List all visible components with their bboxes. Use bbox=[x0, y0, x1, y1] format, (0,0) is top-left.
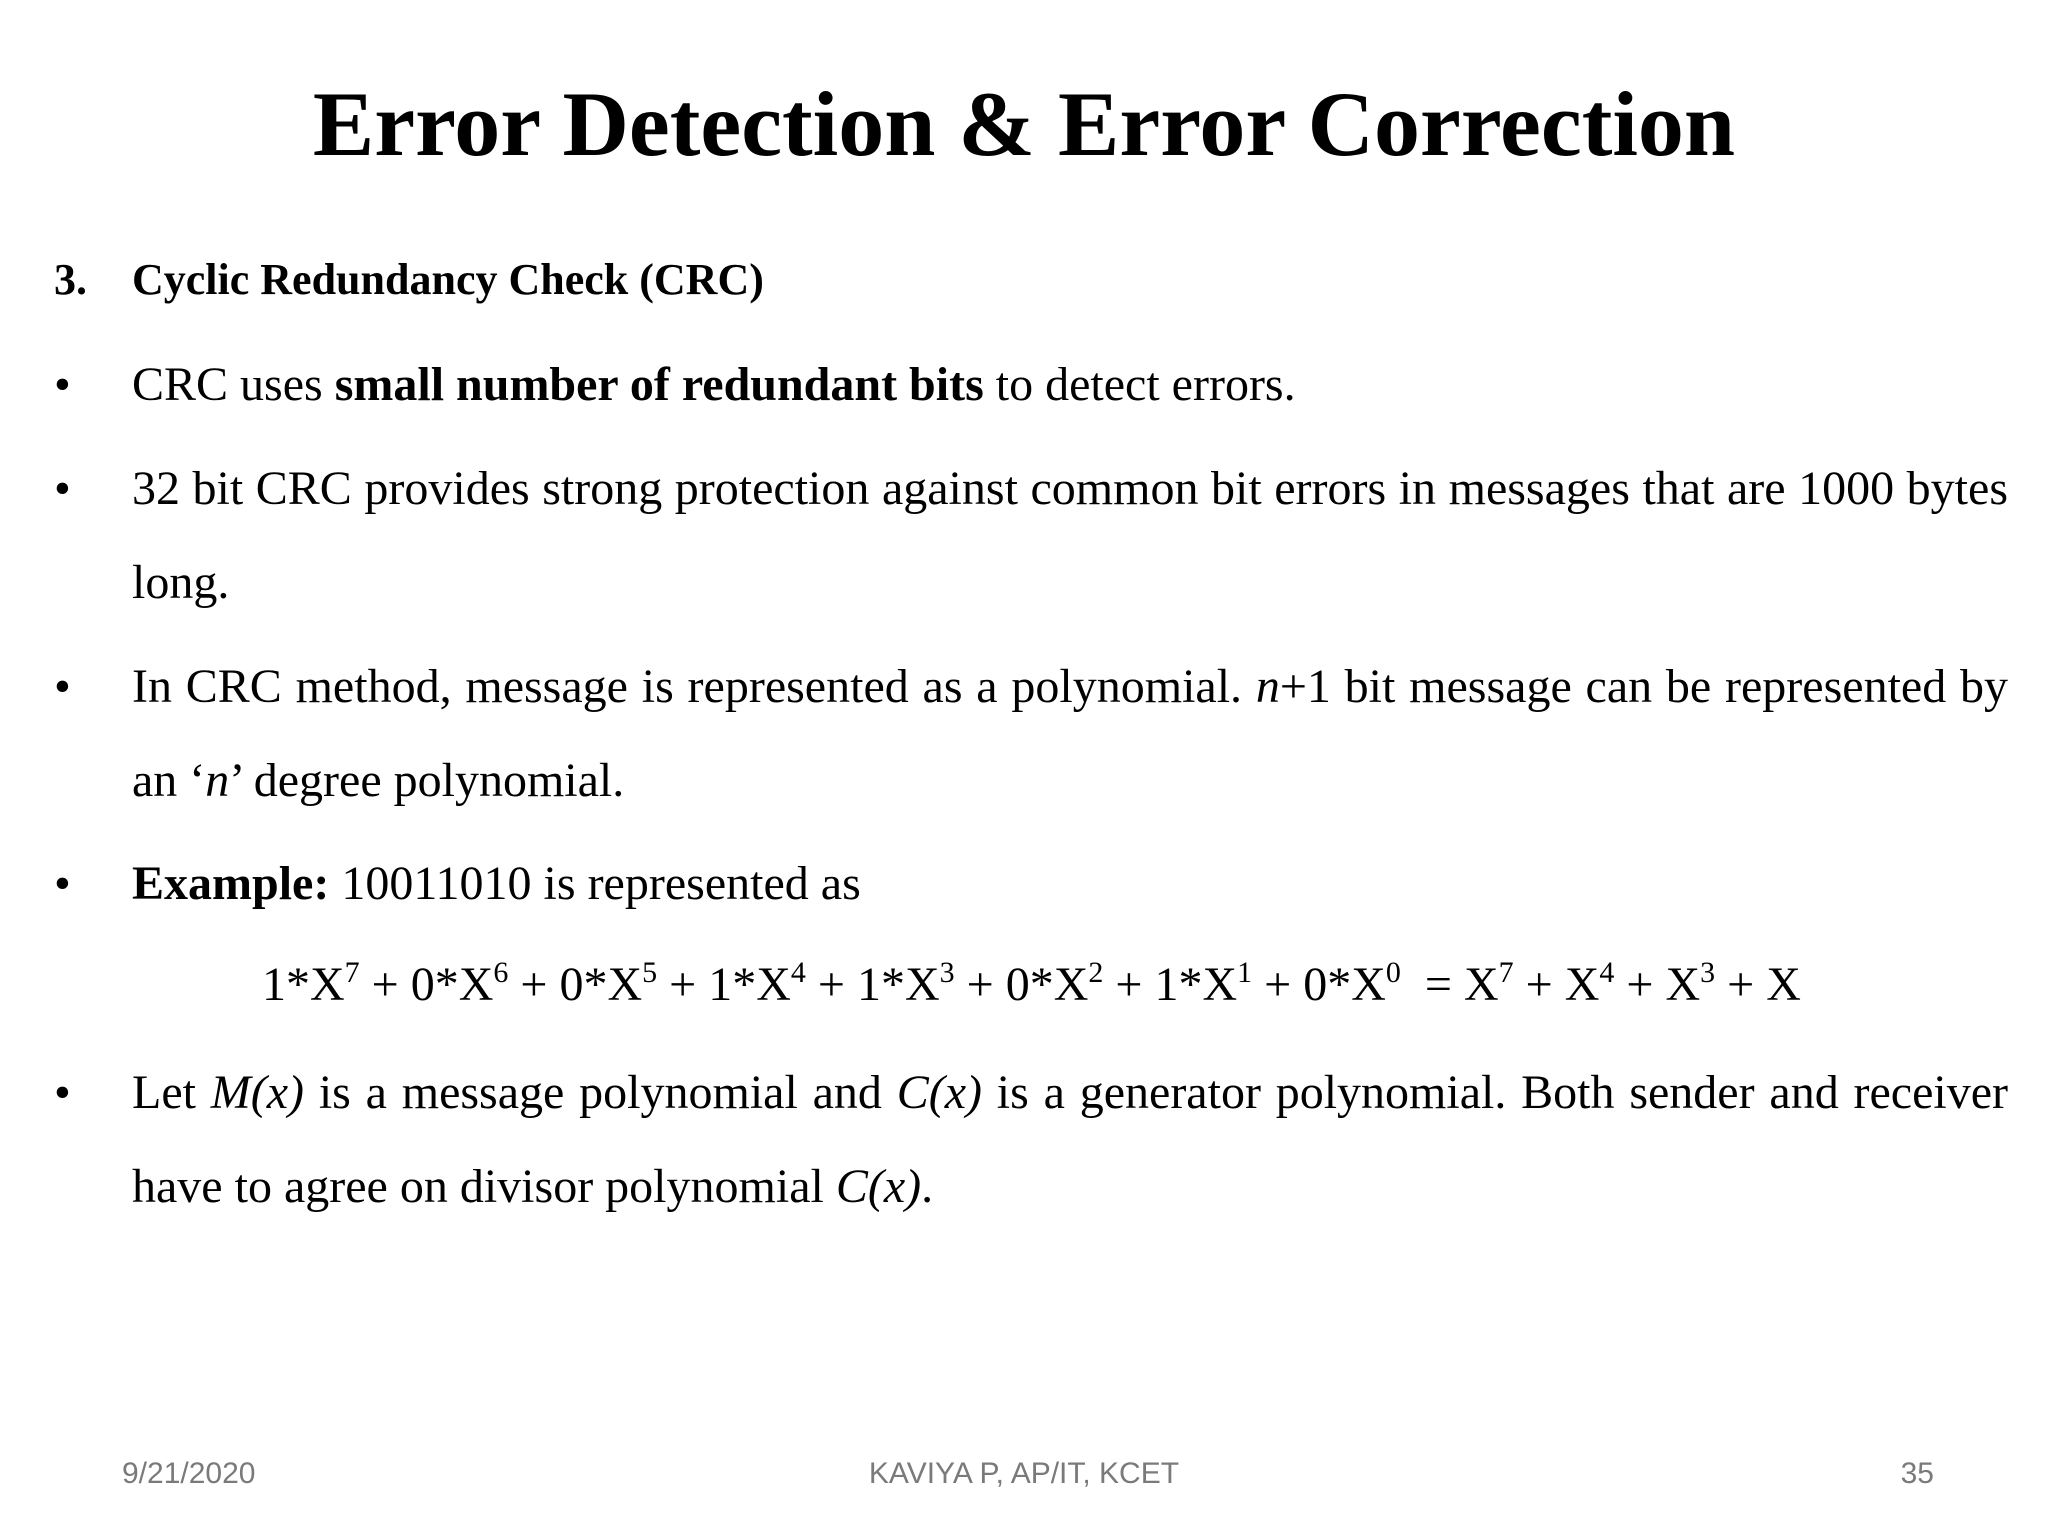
bullet-redundant-bits bbox=[54, 338, 2008, 432]
bullet-italic-text: M(x) bbox=[210, 1066, 305, 1119]
bullet-text: 32 bit CRC provides strong protection against common bit errors in messages that are 1000 bytes long. bbox=[132, 462, 2008, 609]
formula-result-term: $X^7$ + bbox=[1464, 956, 1565, 1011]
formula-term: $0*X^0$ = bbox=[1303, 956, 1464, 1011]
bullet-text: ’ degree polynomial. bbox=[229, 754, 625, 807]
footer-date: 9/21/2020 bbox=[122, 1457, 256, 1490]
section-number: 3. bbox=[54, 255, 87, 304]
bullet-text: is a generator polynomial. Both sender and receiver have to agree on divisor polynomial bbox=[132, 1066, 2009, 1213]
bullet-text: +1 bit message can be represented by an ‘ bbox=[132, 660, 2008, 807]
bullet-text: Let bbox=[132, 1066, 211, 1119]
section-title: Cyclic Redundancy Check (CRC) bbox=[132, 255, 764, 304]
bullet-text: In CRC method, message is represented as a polynomial. bbox=[132, 660, 1256, 713]
formula-result-term: $X^3 + X$ bbox=[1665, 956, 1801, 1011]
formula-term: $1*X^1$ + bbox=[1154, 956, 1304, 1011]
formula-term: $0*X^5$ + bbox=[559, 956, 709, 1011]
formula-term: $0*X^6$ + bbox=[410, 956, 560, 1011]
bullet-bold-text: small number of redundant bits bbox=[334, 358, 984, 411]
footer-author: KAVIYA P, AP/IT, KCET bbox=[868, 1457, 1180, 1490]
formula-term: $1*X^3$ + bbox=[857, 956, 1006, 1011]
bullet-text: . bbox=[921, 1160, 934, 1213]
footer-page-number: 35 bbox=[1900, 1457, 1934, 1490]
bullet-text: 10011010 is represented as bbox=[329, 857, 861, 910]
bullet-text: to detect errors. bbox=[983, 358, 1296, 411]
bullet-text: CRC uses bbox=[132, 358, 335, 411]
bullet-example bbox=[54, 837, 2008, 931]
bullet-italic-text: n bbox=[1255, 660, 1280, 713]
bullet-message-generator bbox=[54, 1046, 2009, 1234]
bullet-italic-text: n bbox=[205, 754, 230, 807]
bullet-32bit-crc bbox=[54, 442, 2008, 630]
bullet-text: is a message polynomial and bbox=[304, 1066, 897, 1119]
bullet-marker: • bbox=[54, 462, 71, 515]
bullet-marker: • bbox=[54, 358, 71, 411]
bullet-italic-text: C(x) bbox=[896, 1066, 982, 1119]
section-heading bbox=[54, 252, 764, 308]
bullet-marker: • bbox=[54, 1066, 71, 1119]
formula-result-term: $X^4$ + bbox=[1564, 956, 1666, 1011]
formula-term: $1*X^7$ + bbox=[262, 956, 411, 1011]
bullet-marker: • bbox=[54, 660, 71, 713]
polynomial-formula bbox=[262, 945, 1801, 1025]
formula-term: $1*X^4$ + bbox=[708, 956, 857, 1011]
example-label: Example: bbox=[132, 857, 330, 910]
bullet-polynomial-representation bbox=[54, 640, 2008, 828]
bullet-italic-text: C(x) bbox=[835, 1160, 922, 1213]
formula-term: $0*X^2$ + bbox=[1005, 956, 1155, 1011]
bullet-marker: • bbox=[54, 857, 71, 910]
slide-title: Error Detection & Error Correction bbox=[312, 73, 1736, 175]
